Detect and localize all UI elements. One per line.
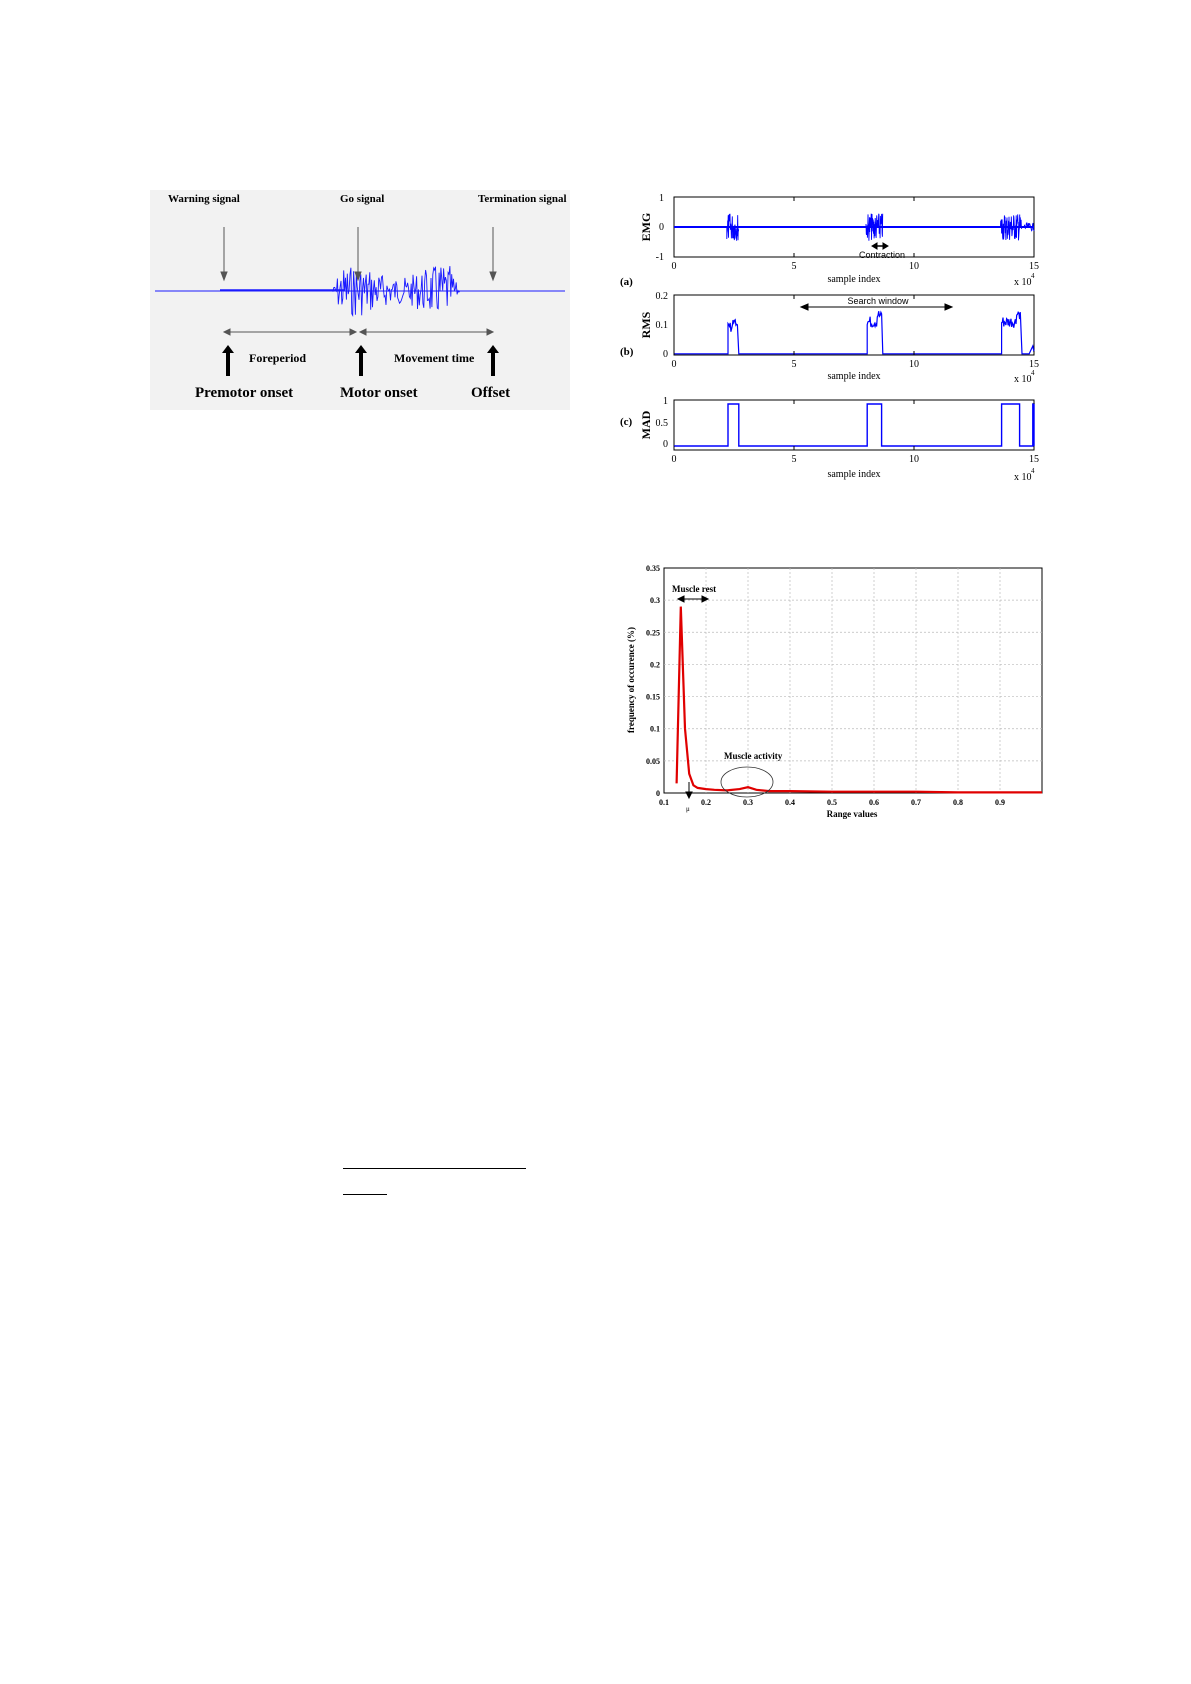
panel-b-xtick: 0 (671, 359, 677, 370)
x-tick-label: 0.9 (995, 798, 1005, 807)
motor-onset-label: Motor onset (340, 385, 418, 401)
warning-arrowhead (221, 272, 227, 280)
search-window-label: Search window (847, 296, 909, 306)
offset-label: Offset (471, 385, 511, 401)
panel-c-tag: (c) (620, 416, 633, 428)
emg-burst (1000, 214, 1021, 240)
panel-a-xtick: 0 (671, 261, 677, 272)
termination-arrowhead (490, 272, 496, 280)
panel-a-xtick: 5 (791, 261, 797, 272)
panel-b-xscale-exp: 4 (1031, 369, 1035, 377)
y-tick-label: 0.3 (650, 596, 660, 606)
premotor-onset-label: Premotor onset (195, 385, 294, 401)
panel-c-xtick: 15 (1029, 454, 1039, 465)
panel-c-xscale-exp: 4 (1031, 467, 1035, 475)
panel-c-xtick: 10 (909, 454, 919, 465)
x-tick-label: 0.4 (785, 798, 795, 807)
panel-a-ytick: 0 (659, 222, 664, 233)
go-signal-label: Go signal (340, 193, 385, 205)
panel-b-plot (674, 311, 1034, 354)
foreperiod-label: Foreperiod (249, 351, 307, 365)
emg-tail (1024, 223, 1034, 231)
panel-a-ytick: 1 (659, 193, 664, 204)
movement-time-label: Movement time (394, 351, 475, 365)
panel-c-ytick: 0 (663, 439, 668, 450)
movement-arrow-left (360, 329, 366, 335)
panel-a-xlabel: sample index (827, 274, 881, 285)
mu-marker-arrowhead (686, 792, 692, 798)
mu-label: μ (686, 805, 690, 813)
emg-processing-figure (620, 185, 1040, 485)
y-tick-label: 0.25 (646, 628, 660, 638)
panel-c-xlabel: sample index (827, 469, 881, 480)
termination-signal-label: Termination signal (478, 193, 567, 205)
muscle-rest-arrowhead-left (678, 596, 684, 602)
chart-ylabel: frequency of occurence (%) (626, 627, 636, 733)
contraction-arrowhead-right (883, 243, 888, 249)
equation-fraction-bar (343, 1168, 526, 1169)
panel-c-xtick: 0 (671, 454, 677, 465)
panel-a-xscale-exp: 4 (1031, 272, 1035, 280)
frequency-series-line (677, 607, 1042, 793)
y-tick-label: 0.2 (650, 660, 660, 670)
chart-xlabel: Range values (826, 809, 878, 819)
panel-a-ylabel: EMG (639, 212, 653, 242)
search-window-arrowhead-right (945, 304, 952, 310)
panel-b-ylabel: RMS (639, 311, 653, 339)
y-tick-label: 0.1 (650, 724, 660, 734)
panel-b-xtick: 10 (909, 359, 919, 370)
contraction-label: Contraction (858, 250, 906, 260)
x-tick-label: 0.3 (743, 798, 753, 807)
x-tick-label: 0.6 (869, 798, 879, 807)
contraction-arrowhead-left (872, 243, 877, 249)
foreperiod-arrow-left (224, 329, 230, 335)
panel-a-ytick: -1 (655, 252, 664, 263)
panel-c-ytick: 1 (663, 396, 668, 407)
muscle-activity-label: Muscle activity (724, 751, 783, 761)
chart-frame (664, 568, 1042, 793)
panel-c-xscale: x 10 (1014, 472, 1032, 483)
panel-b-ytick: 0.1 (655, 320, 668, 331)
premotor-onset-arrow (222, 345, 234, 376)
x-tick-label: 0.8 (953, 798, 963, 807)
panel-b-ytick: 0 (663, 349, 668, 360)
emg-burst (866, 214, 883, 241)
y-tick-label: 0.05 (646, 756, 660, 766)
panel-b-tag: (b) (620, 346, 634, 358)
muscle-rest-label: Muscle rest (672, 584, 717, 594)
range-distribution-chart (620, 560, 1050, 820)
rms-trace (674, 311, 1034, 354)
panel-b-xscale: x 10 (1014, 374, 1032, 385)
x-tick-label: 0.2 (701, 798, 711, 807)
offset-arrow (487, 345, 499, 376)
mad-trace (674, 404, 1034, 446)
y-tick-label: 0 (656, 789, 660, 798)
panel-b-xtick: 5 (791, 359, 797, 370)
chart-grid (664, 568, 1042, 793)
panel-a-xtick: 10 (909, 261, 919, 272)
panel-a-tag: (a) (620, 276, 633, 288)
panel-c-ytick: 0.5 (655, 418, 668, 429)
y-tick-label: 0.35 (646, 564, 660, 573)
x-tick-label: 0.7 (911, 798, 921, 807)
foreperiod-arrow-right (350, 329, 356, 335)
y-tick-label: 0.15 (646, 692, 660, 702)
panel-b-xtick: 15 (1029, 359, 1039, 370)
movement-arrow-right (487, 329, 493, 335)
search-window-arrowhead-left (801, 304, 808, 310)
panel-a-xtick: 15 (1029, 261, 1039, 272)
panel-c-xtick: 5 (791, 454, 797, 465)
panel-c-plot (674, 404, 1034, 446)
x-tick-label: 0.1 (659, 798, 669, 807)
motor-onset-arrow (355, 345, 367, 376)
emg-timing-diagram (150, 190, 570, 410)
panel-c-ylabel: MAD (639, 410, 653, 440)
warning-signal-label: Warning signal (168, 193, 240, 205)
panel-a-plot (674, 214, 1034, 241)
panel-a-xscale: x 10 (1014, 277, 1032, 288)
equation-fraction-bar-short (343, 1194, 387, 1195)
panel-b-xlabel: sample index (827, 371, 881, 382)
x-tick-label: 0.5 (827, 798, 837, 807)
panel-b-ytick: 0.2 (655, 291, 668, 302)
muscle-rest-arrowhead-right (702, 596, 708, 602)
